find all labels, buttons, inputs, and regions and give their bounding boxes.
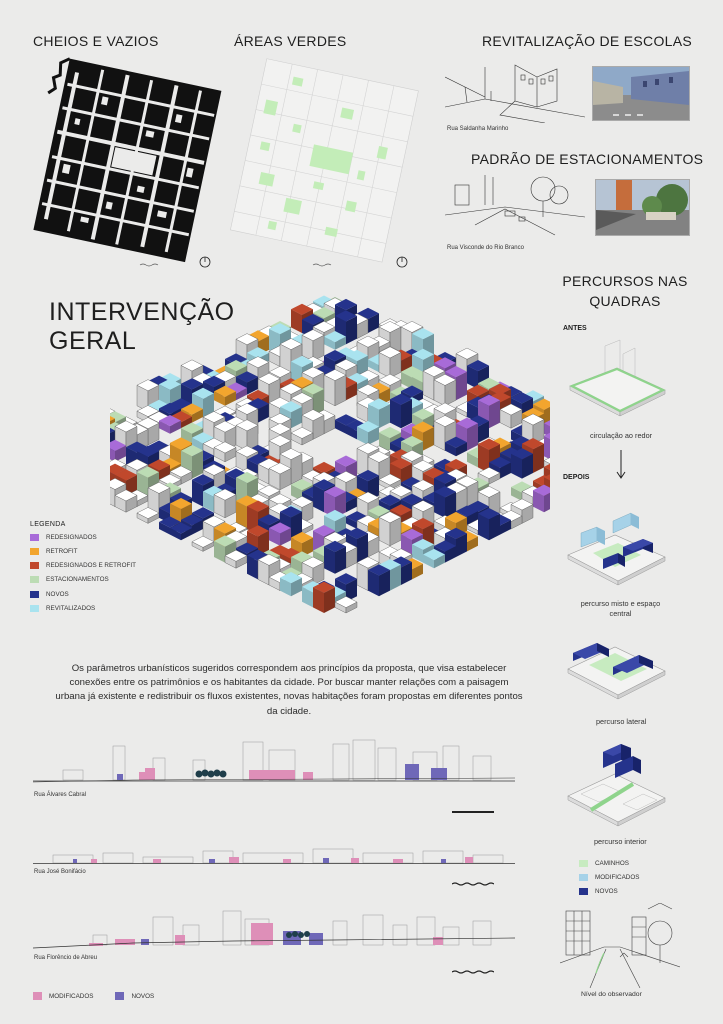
legend-item xyxy=(30,574,200,586)
heading-areas-verdes: ÁREAS VERDES xyxy=(234,33,347,49)
legend-swatch xyxy=(30,591,39,598)
legend-swatch xyxy=(579,874,588,881)
legend-label: RETROFIT xyxy=(46,547,78,555)
legend-label: REDESIGNADOS E RETROFIT xyxy=(46,562,136,570)
elevations-legend xyxy=(33,992,154,1000)
heading-percursos: PERCURSOS NAS QUADRAS xyxy=(562,273,688,309)
legend-swatch xyxy=(30,534,39,541)
legend-item xyxy=(30,588,200,600)
label-percurso-interior: percurso interior xyxy=(594,837,647,846)
legend-item xyxy=(30,545,200,557)
heading-padrao-estacionamentos: PADRÃO DE ESTACIONAMENTOS xyxy=(471,151,704,167)
green-areas-map xyxy=(225,55,425,275)
legend-item xyxy=(30,531,200,543)
block-lateral-diagram xyxy=(563,625,673,715)
legend-label: NOVOS xyxy=(46,590,69,598)
legend-label: REVITALIZADOS xyxy=(46,604,96,612)
school-photo-caption: Rua Saldanha Marinho xyxy=(447,126,509,132)
legend-swatch xyxy=(579,888,588,895)
legend-label: MODIFICADOS xyxy=(595,873,640,881)
legend-swatch xyxy=(30,548,39,555)
label-antes: ANTES xyxy=(563,325,587,332)
label-rua-alvares: Rua Álvares Cabral xyxy=(34,792,87,798)
legend-label: MODIFICADOS xyxy=(49,992,94,1000)
label-percurso-misto: percurso misto e espaço central xyxy=(580,599,661,618)
scale-bar-icon xyxy=(452,968,494,976)
figure-ground-map xyxy=(28,55,228,275)
legend-item xyxy=(579,857,639,869)
parking-photo xyxy=(595,179,690,236)
scale-bar-icon xyxy=(452,880,494,888)
intervention-legend xyxy=(30,521,200,617)
legend-label: NOVOS xyxy=(131,992,155,1000)
heading-cheios-vazios: CHEIOS E VAZIOS xyxy=(33,33,159,49)
percursos-legend xyxy=(579,857,639,900)
legend-swatch xyxy=(115,992,124,1000)
elevation-florencio-abreu xyxy=(33,905,515,950)
legend-swatch xyxy=(30,576,39,583)
legend-label: REDESIGNADOS xyxy=(46,533,97,541)
label-rua-florencio: Rua Florêncio de Abreu xyxy=(34,955,98,961)
block-before-diagram xyxy=(565,338,675,433)
observer-level-sketch xyxy=(560,903,680,988)
legend-item xyxy=(579,886,639,898)
block-interior-diagram xyxy=(563,738,673,833)
arrow-down-icon xyxy=(615,449,627,479)
legend-swatch xyxy=(30,562,39,569)
heading-revitalizacao-escolas: REVITALIZAÇÃO DE ESCOLAS xyxy=(482,33,692,49)
legend-swatch xyxy=(30,605,39,612)
label-observador: Nível do observador xyxy=(581,991,642,998)
legend-label: ESTACIONAMENTOS xyxy=(46,576,109,584)
heading-intervencao-geral: INTERVENÇÃO GERAL xyxy=(49,298,235,355)
elevation-jose-bonifacio xyxy=(33,843,515,868)
legend-item xyxy=(579,871,639,883)
legend-item xyxy=(30,602,200,614)
legend-title: LEGENDA xyxy=(30,521,66,528)
description-paragraph: Os parâmetros urbanísticos sugeridos correspondem aos princípios da proposta, que visa estabelecer conexões entre os patrimônios e os habitantes da cidade. Por buscar manter relações com a paisagem urbana já existente e redistribuir os fluxos existentes, novas habitações foram propostas em diferentes pontos da cidade. xyxy=(55,663,523,717)
label-circulacao: circulação ao redor xyxy=(590,431,653,440)
legend-label: NOVOS xyxy=(595,888,618,896)
legend-item xyxy=(30,560,200,572)
school-street-sketch xyxy=(445,57,585,123)
label-depois: DEPOIS xyxy=(563,474,590,481)
parking-photo-caption: Rua Visconde do Rio Branco xyxy=(447,245,524,251)
block-mixed-diagram xyxy=(563,505,673,595)
school-photo xyxy=(592,66,690,121)
label-percurso-lateral: percurso lateral xyxy=(596,717,647,726)
legend-swatch xyxy=(579,860,588,867)
legend-swatch xyxy=(33,992,42,1000)
scale-bar-icon xyxy=(452,808,494,816)
parking-street-sketch xyxy=(445,175,585,243)
legend-label: CAMINHOS xyxy=(595,859,629,867)
elevation-alvares-cabral xyxy=(33,738,515,783)
label-rua-jose: Rua José Bonifácio xyxy=(34,869,86,875)
